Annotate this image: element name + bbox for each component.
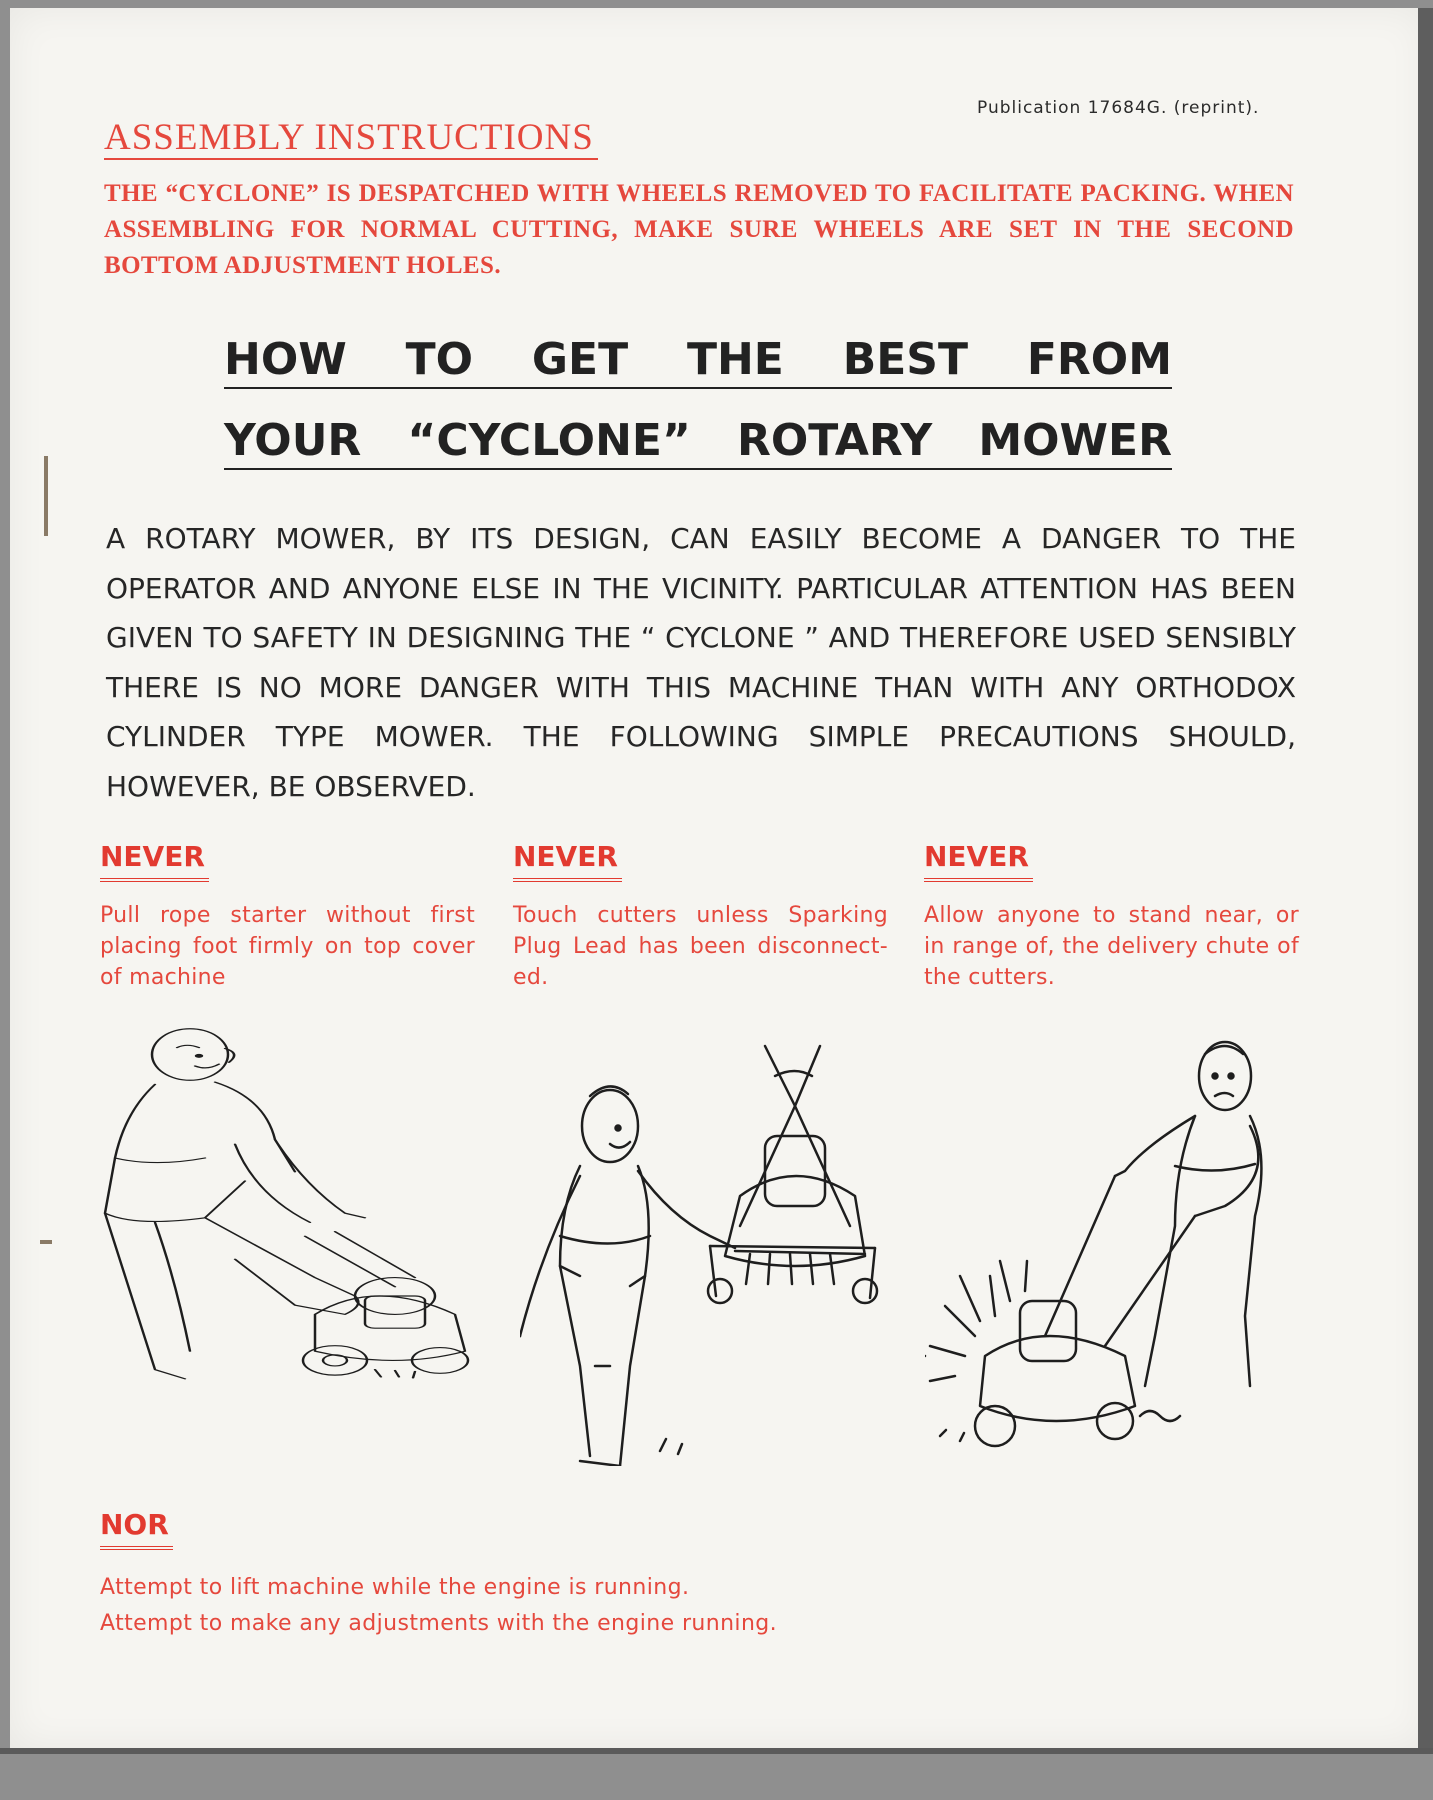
precaution-text: Pull rope starter without first placing foot firmly on top cover of machine (100, 903, 475, 990)
headline-line-1: HOW TO GET THE BEST FROM (224, 333, 1172, 389)
scan-edge-right (1418, 8, 1433, 1754)
nor-section (100, 1508, 777, 1642)
assembly-body: THE “CYCLONE” IS DESPATCHED WITH WHEELS REMOVED TO FACILITATE PACKING. WHEN ASSEMBLING FOR NORMAL CUTTING, MAKE SURE WHEELS ARE SET IN THE SECOND BOTTOM ADJUSTMENT HOLES. (104, 180, 1294, 279)
headline-line-2: YOUR “CYCLONE” ROTARY MOWER (224, 414, 1172, 470)
precaution-1 (100, 840, 475, 993)
intro-paragraph: A ROTARY MOWER, BY ITS DESIGN, CAN EASILY BECOME A DANGER TO THE OPERATOR AND ANYONE ELSE IN THE VICINITY. PARTICULAR ATTENTION HAS BEEN GIVEN TO SAFETY IN DESIGNING THE “ CYCLONE ” AND THEREFORE USED SENSIBLY THERE IS NO MORE DANGER WITH THIS MACHINE THAN WITH ANY ORTHODOX CYLINDER TYPE MOWER. THE FOLLOWING SIMPLE PRECAUTIONS SHOULD, HOWEVER, BE OBSERVED. (106, 522, 1296, 803)
precaution-heading: NEVER (513, 840, 622, 882)
precaution-3 (924, 840, 1299, 993)
precaution-text: Touch cutters unless Sparking Plug Lead has been disconnect-ed. (513, 903, 888, 990)
assembly-title: ASSEMBLY INSTRUCTIONS (104, 118, 598, 160)
scan-mark (44, 456, 48, 536)
man-mowing-debris-illustration (925, 1036, 1305, 1466)
precaution-text: Allow anyone to stand near, or in range of, the delivery chute of the cutters. (924, 903, 1299, 990)
nor-lines (100, 1570, 777, 1642)
publication-number: Publication 17684G. (reprint). (977, 98, 1260, 118)
precaution-heading: NEVER (924, 840, 1033, 882)
precaution-2 (513, 840, 888, 993)
nor-heading: NOR (100, 1508, 173, 1550)
scan-mark (40, 1240, 52, 1244)
man-touching-cutters-illustration (520, 1036, 920, 1466)
precaution-heading: NEVER (100, 840, 209, 882)
man-starting-mower-illustration (95, 1020, 475, 1800)
nor-line: Attempt to lift machine while the engine is running. (100, 1575, 690, 1600)
nor-line: Attempt to make any adjustments with the engine running. (100, 1611, 778, 1636)
